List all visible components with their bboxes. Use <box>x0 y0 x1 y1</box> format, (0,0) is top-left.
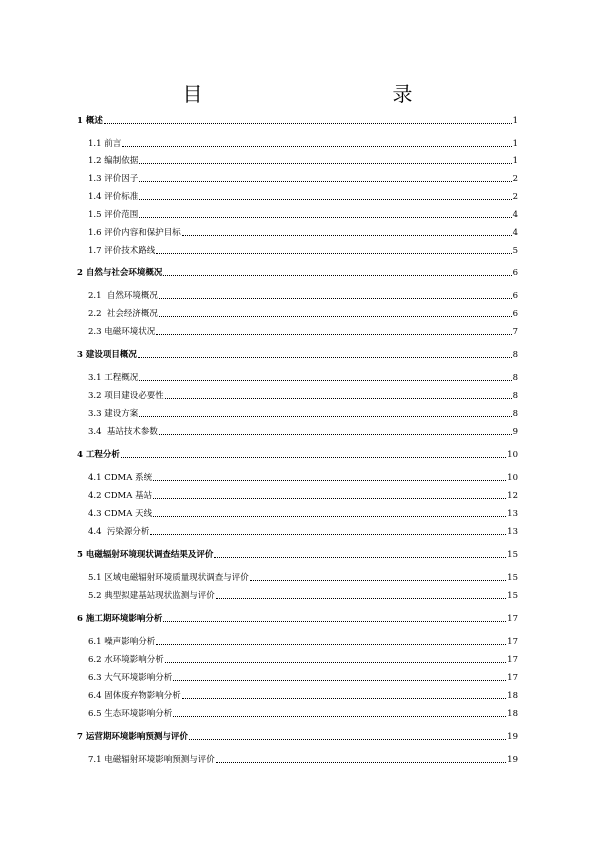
dot-leader <box>165 661 506 663</box>
dot-leader <box>250 579 506 581</box>
toc-entry-label: 1 概述 <box>77 116 103 126</box>
toc-page-number: 6 <box>512 309 518 319</box>
dot-leader <box>159 315 512 317</box>
toc-entry-label: 3.3 建设方案 <box>88 409 139 419</box>
toc-entry-label: 2.3 电磁环境状况 <box>88 327 156 337</box>
toc-page-number: 12 <box>507 491 518 501</box>
toc-page-number: 15 <box>507 591 518 601</box>
toc-entry-label: 2 自然与社会环境概况 <box>77 268 163 278</box>
toc-section-entry[interactable] <box>0 587 595 601</box>
toc-section-entry[interactable] <box>0 369 595 383</box>
toc-section-entry[interactable] <box>0 687 595 701</box>
dot-leader <box>153 479 506 481</box>
toc-page-number: 7 <box>512 327 518 337</box>
toc-page-number: 6 <box>512 268 518 278</box>
toc-entry-label: 4.3 CDMA 天线 <box>88 509 153 519</box>
toc-section-entry[interactable] <box>0 423 595 437</box>
toc-entry-label: 5.1 区域电磁辐射环境质量现状调查与评价 <box>88 573 249 583</box>
dot-leader <box>121 456 506 458</box>
toc-entry-label: 1.5 评价范围 <box>88 210 139 220</box>
toc-page-number: 5 <box>512 246 518 256</box>
toc-section-entry[interactable] <box>0 651 595 665</box>
toc-entry-label: 4.2 CDMA 基站 <box>88 491 153 501</box>
toc-entry-label: 3.1 工程概况 <box>88 373 139 383</box>
toc-page-number: 19 <box>507 732 518 742</box>
dot-leader <box>165 397 512 399</box>
toc-entry-label: 4 工程分析 <box>77 450 120 460</box>
toc-section-entry[interactable] <box>0 224 595 238</box>
dot-leader <box>163 274 511 276</box>
toc-entry-label: 5.2 典型拟建基站现状监测与评价 <box>88 591 215 601</box>
toc-entry-label: 6 施工期环境影响分析 <box>77 614 163 624</box>
toc-page-number: 13 <box>507 509 518 519</box>
toc-page-number: 15 <box>507 550 518 560</box>
toc-page-number: 13 <box>507 527 518 537</box>
toc-section-entry[interactable] <box>0 170 595 184</box>
toc-page-number: 17 <box>507 673 518 683</box>
toc-entry-label: 1.6 评价内容和保护目标 <box>88 228 181 238</box>
toc-section-entry[interactable] <box>0 305 595 319</box>
toc-page-number: 10 <box>507 473 518 483</box>
dot-leader <box>156 333 511 335</box>
dot-leader <box>139 216 511 218</box>
toc-entry-label: 4.1 CDMA 系统 <box>88 473 153 483</box>
toc-section-entry[interactable] <box>0 206 595 220</box>
dot-leader <box>122 145 511 147</box>
dot-leader <box>216 761 506 763</box>
toc-chapter-entry[interactable] <box>0 446 595 460</box>
toc-entry-label: 5 电磁辐射环境现状调查结果及评价 <box>77 550 214 560</box>
toc-entry-label: 6.1 噪声影响分析 <box>88 637 156 647</box>
dot-leader <box>139 415 511 417</box>
toc-page-number: 4 <box>512 228 518 238</box>
toc-section-entry[interactable] <box>0 242 595 256</box>
toc-entry-label: 6.2 水环境影响分析 <box>88 655 164 665</box>
toc-page-number: 18 <box>507 691 518 701</box>
toc-entry-label: 1.4 评价标准 <box>88 192 139 202</box>
toc-page-number: 1 <box>512 156 518 166</box>
dot-leader <box>153 497 506 499</box>
toc-section-entry[interactable] <box>0 569 595 583</box>
dot-leader <box>159 297 512 299</box>
toc-entry-label: 1.1 前言 <box>88 139 122 149</box>
toc-section-entry[interactable] <box>0 287 595 301</box>
toc-entry-label: 2.1 自然环境概况 <box>88 291 158 301</box>
dot-leader <box>173 679 506 681</box>
toc-page-number: 18 <box>507 709 518 719</box>
dot-leader <box>216 597 506 599</box>
toc-chapter-entry[interactable] <box>0 546 595 560</box>
toc-section-entry[interactable] <box>0 705 595 719</box>
toc-chapter-entry[interactable] <box>0 112 595 126</box>
dot-leader <box>156 252 511 254</box>
toc-section-entry[interactable] <box>0 751 595 765</box>
toc-entry-label: 3.2 项目建设必要性 <box>88 391 164 401</box>
toc-page-number: 6 <box>512 291 518 301</box>
dot-leader <box>138 356 512 358</box>
toc-entry-label: 1.3 评价因子 <box>88 174 139 184</box>
toc-page-number: 19 <box>507 755 518 765</box>
toc-page-number: 2 <box>512 174 518 184</box>
toc-page-number: 8 <box>512 409 518 419</box>
toc-entry-label: 3 建设项目概况 <box>77 350 137 360</box>
dot-leader <box>139 180 511 182</box>
toc-section-entry[interactable] <box>0 188 595 202</box>
toc-section-entry[interactable] <box>0 505 595 519</box>
toc-chapter-entry[interactable] <box>0 728 595 742</box>
toc-entry-label: 2.2 社会经济概况 <box>88 309 158 319</box>
toc-entry-label: 4.4 污染源分析 <box>88 527 150 537</box>
toc-entry-label: 1.7 评价技术路线 <box>88 246 156 256</box>
toc-section-entry[interactable] <box>0 323 595 337</box>
dot-leader <box>139 379 511 381</box>
dot-leader <box>214 556 506 558</box>
toc-page-number: 8 <box>512 373 518 383</box>
toc-entry-label: 1.2 编制依据 <box>88 156 139 166</box>
toc-page-number: 15 <box>507 573 518 583</box>
dot-leader <box>139 162 511 164</box>
toc-section-entry[interactable] <box>0 487 595 501</box>
toc-entry-label: 7 运营期环境影响预测与评价 <box>77 732 188 742</box>
toc-page-number: 8 <box>512 391 518 401</box>
toc-section-entry[interactable] <box>0 669 595 683</box>
toc-page-number: 17 <box>507 637 518 647</box>
toc-section-entry[interactable] <box>0 135 595 149</box>
toc-entry-label: 3.4 基站技术参数 <box>88 427 158 437</box>
toc-section-entry[interactable] <box>0 152 595 166</box>
toc-section-entry[interactable] <box>0 633 595 647</box>
dot-leader <box>150 533 506 535</box>
dot-leader <box>173 715 506 717</box>
toc-page-number: 9 <box>512 427 518 437</box>
toc-section-entry[interactable] <box>0 523 595 537</box>
dot-leader <box>159 433 512 435</box>
toc-page-number: 2 <box>512 192 518 202</box>
dot-leader <box>182 697 506 699</box>
dot-leader <box>153 515 506 517</box>
dot-leader <box>182 234 512 236</box>
dot-leader <box>189 738 506 740</box>
toc-chapter-entry[interactable] <box>0 264 595 278</box>
toc-section-entry[interactable] <box>0 387 595 401</box>
dot-leader <box>139 198 511 200</box>
toc-entry-label: 6.3 大气环境影响分析 <box>88 673 173 683</box>
page-title: 目 录 <box>182 82 463 106</box>
toc-page-number: 1 <box>512 116 518 126</box>
toc-entry-label: 6.4 固体废弃物影响分析 <box>88 691 181 701</box>
toc-entry-label: 6.5 生态环境影响分析 <box>88 709 173 719</box>
toc-section-entry[interactable] <box>0 469 595 483</box>
toc-chapter-entry[interactable] <box>0 346 595 360</box>
toc-page-number: 17 <box>507 614 518 624</box>
toc-page-number: 10 <box>507 450 518 460</box>
toc-entry-label: 7.1 电磁辐射环境影响预测与评价 <box>88 755 215 765</box>
toc-chapter-entry[interactable] <box>0 610 595 624</box>
toc-page-number: 4 <box>512 210 518 220</box>
dot-leader <box>163 620 506 622</box>
toc-page-number: 17 <box>507 655 518 665</box>
dot-leader <box>156 643 506 645</box>
toc-page-number: 1 <box>512 139 518 149</box>
dot-leader <box>104 122 512 124</box>
toc-section-entry[interactable] <box>0 405 595 419</box>
toc-page-number: 8 <box>512 350 518 360</box>
